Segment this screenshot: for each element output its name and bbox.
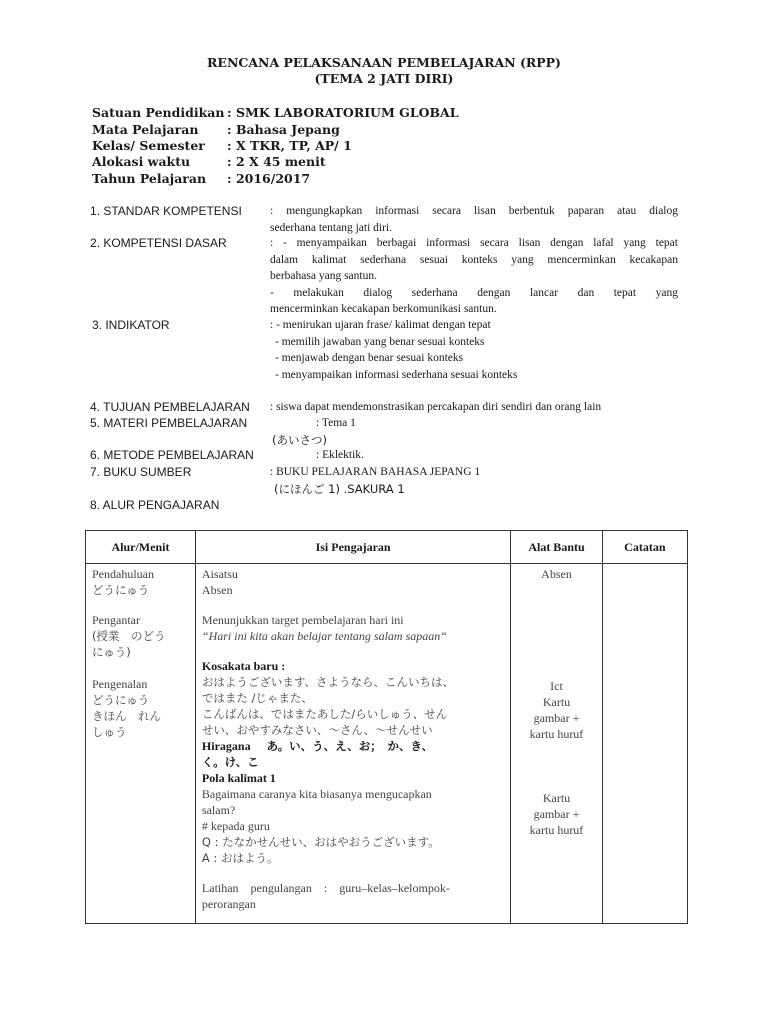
- tujuan-text: : siswa dapat mendemonstrasikan percakapan diri sendiri dan orang lain: [270, 401, 602, 413]
- materi-text-jp: (あいさつ): [272, 433, 327, 447]
- alur-text-jp: (授業 のどう: [92, 629, 166, 643]
- table-header: Alur/Menit: [86, 531, 196, 564]
- kd-text: [270, 235, 678, 318]
- isi-heading: Kosakata baru :: [201, 659, 286, 673]
- alur-text: Pengantar: [92, 613, 140, 627]
- alur-text-jp: どうにゅう: [92, 583, 150, 597]
- buku-text-2: (にほんご 1) .SAKURA 1: [274, 482, 405, 496]
- alur-text-jp: しゅう: [92, 725, 127, 739]
- table-header: Catatan: [602, 531, 687, 564]
- info-label: Alokasi waktu: [92, 154, 191, 169]
- alur-label: 8. ALUR PENGAJARAN: [90, 498, 220, 512]
- text-line: : - menyampaikan berbagai informasi secara lisan dengan lafal yang tepat: [270, 237, 678, 249]
- metode-label: 6. METODE PEMBELAJARAN: [90, 448, 254, 462]
- info-value: : X TKR, TP, AP/ 1: [227, 138, 352, 153]
- text-line: - menjawab dengan benar sesuai konteks: [275, 352, 464, 364]
- kd-label: 2. KOMPETENSI DASAR: [90, 236, 227, 250]
- standar-text: [270, 203, 678, 236]
- alur-table: [85, 530, 688, 924]
- tujuan-label: 4. TUJUAN PEMBELAJARAN: [90, 400, 250, 414]
- isi-cell: [195, 564, 510, 924]
- alur-text: Pengenalan: [92, 677, 148, 691]
- alat-cell: [511, 564, 602, 924]
- isi-text: Menunjukkan target pembelajaran hari ini: [201, 613, 404, 627]
- info-label: Tahun Pelajaran: [92, 171, 207, 186]
- info-label: Kelas/ Semester: [92, 138, 205, 153]
- alat-text: gambar +: [533, 711, 580, 725]
- alat-text: Kartu: [542, 791, 571, 805]
- buku-label: 7. BUKU SUMBER: [90, 465, 192, 479]
- isi-text-jp: A : おはよう。: [201, 851, 279, 865]
- alur-text: Pendahuluan: [92, 567, 154, 581]
- alat-text: gambar +: [533, 807, 580, 821]
- isi-text: Aisatsu: [201, 567, 238, 581]
- isi-text: Bagaimana caranya kita biasanya mengucapkan: [201, 787, 432, 801]
- isi-text-jp: せい、おやすみなさい、～さん、～せんせい: [201, 723, 433, 737]
- isi-text-jp: あ。い、う、え、お； か、き、: [266, 739, 434, 753]
- alat-text: kartu huruf: [529, 727, 584, 741]
- text-line: - memilih jawaban yang benar sesuai konteks: [275, 335, 485, 348]
- text-line: sederhana tentang jati diri.: [270, 221, 392, 234]
- alat-text: Absen: [541, 567, 572, 581]
- isi-text: Absen: [201, 583, 233, 597]
- table-header-row: [86, 531, 688, 564]
- alat-text: Kartu: [542, 695, 571, 709]
- isi-text-jp: く。け、こ: [201, 755, 259, 769]
- document-title: RENCANA PELAKSANAAN PEMBELAJARAN (RPP): [207, 55, 561, 70]
- table-header: Isi Pengajaran: [195, 531, 510, 564]
- alur-text-jp: にゅう): [92, 645, 131, 659]
- table-row: [86, 564, 688, 924]
- text-line: : - menirukan ujaran frase/ kalimat dengan tepat: [270, 319, 491, 331]
- isi-text: salam?: [201, 803, 236, 817]
- text-line: dalam kalimat sederhana sesuai konteks yang mencerminkan kecakapan: [270, 253, 678, 266]
- text-line: mencerminkan kecakapan berkomunikasi santun.: [270, 303, 497, 315]
- alur-cell: [86, 564, 196, 924]
- isi-text-jp: Q : たなかせんせい、おはやおうございます。: [201, 835, 440, 849]
- buku-text: : BUKU PELAJARAN BAHASA JEPANG 1: [270, 466, 481, 478]
- metode-text: : Eklektik.: [316, 449, 364, 461]
- table-header: Alat Bantu: [511, 531, 602, 564]
- materi-text: : Tema 1: [316, 417, 356, 429]
- isi-text: # kepada guru: [201, 819, 270, 833]
- alur-text-jp: どうにゅう: [92, 693, 150, 707]
- isi-heading: Pola kalimat 1: [201, 771, 276, 785]
- info-label: Mata Pelajaran: [92, 122, 199, 137]
- materi-label: 5. MATERI PEMBELAJARAN: [90, 416, 248, 430]
- indikator-text: [270, 317, 678, 383]
- document-subtitle: (TEMA 2 JATI DIRI): [314, 71, 454, 86]
- isi-text-jp: こんばんは、ではまたあした/らいしゅう、せん: [201, 707, 448, 721]
- isi-text: “Hari ini kita akan belajar tentang salam sapaan“: [201, 629, 447, 643]
- info-value: : 2 X 45 menit: [227, 154, 326, 169]
- isi-text: Latihan pengulangan : guru–kelas–kelompok-: [201, 881, 450, 895]
- info-value: : Bahasa Jepang: [227, 122, 340, 137]
- alat-text: kartu huruf: [529, 823, 584, 837]
- catatan-cell: [602, 564, 687, 924]
- indikator-label: 3. INDIKATOR: [92, 318, 170, 332]
- hiragana-line: [202, 738, 504, 754]
- alat-text: Ict: [550, 679, 563, 693]
- info-value: : 2016/2017: [227, 171, 311, 186]
- isi-text-jp: おはようございます、さようなら、こんいちは、: [201, 675, 454, 689]
- isi-heading: Hiragana: [201, 739, 251, 753]
- text-line: - menyampaikan informasi sederhana sesuai konteks: [275, 368, 518, 381]
- isi-text-jp: ではまた /じゃまた、: [201, 691, 313, 705]
- text-line: berbahasa yang santun.: [270, 270, 377, 282]
- text-line: : mengungkapkan informasi secara lisan berbentuk paparan atau dialog: [270, 205, 678, 217]
- alur-text-jp: きほん れん: [92, 709, 161, 723]
- standar-label: 1. STANDAR KOMPETENSI: [90, 204, 242, 218]
- isi-text: perorangan: [201, 897, 256, 911]
- text-line: - melakukan dialog sederhana dengan lancar dan tepat yang: [270, 286, 678, 299]
- info-value: : SMK LABORATORIUM GLOBAL: [227, 105, 459, 120]
- info-label: Satuan Pendidikan: [92, 105, 225, 120]
